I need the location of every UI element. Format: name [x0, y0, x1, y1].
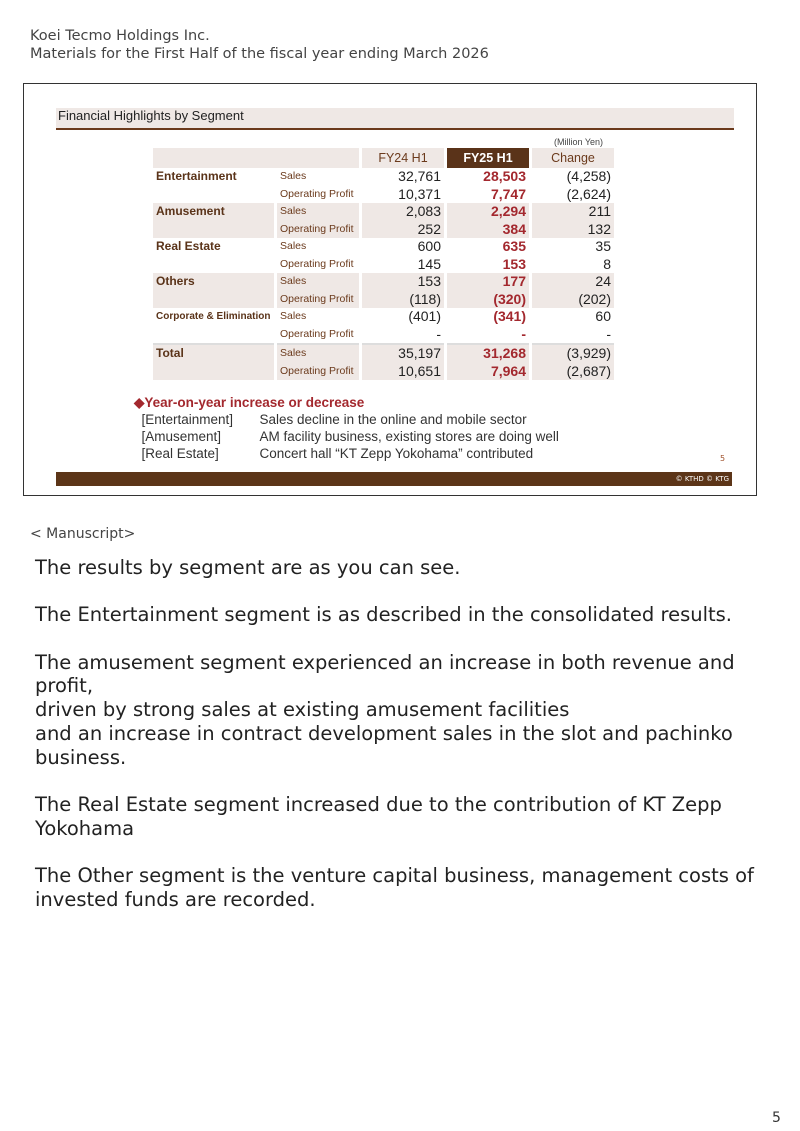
- fy24-value: 600: [417, 238, 441, 254]
- yoy-item: [134, 428, 559, 445]
- segment-name: Others: [153, 273, 274, 308]
- fy24-value: 10,651: [362, 363, 444, 381]
- manuscript-text: [35, 556, 755, 935]
- change-value: (2,687): [532, 363, 614, 381]
- metric-label: Sales: [277, 343, 359, 363]
- metric-label: Operating Profit: [277, 221, 359, 239]
- table-row: [153, 308, 614, 326]
- footer-bar: © KTHD © KTG: [56, 472, 732, 486]
- yoy-item: [134, 445, 559, 462]
- fy24-value: 32,761: [398, 168, 441, 184]
- change-value: 60: [595, 308, 611, 324]
- col-fy24: FY24 H1: [362, 148, 444, 168]
- fy24-value: -: [436, 325, 441, 342]
- yoy-key: [Real Estate]: [141, 446, 219, 461]
- metric-label: Sales: [280, 170, 307, 182]
- fy25-value: 2,294: [447, 203, 529, 221]
- yoy-text: AM facility business, existing stores are doing well: [259, 429, 559, 444]
- fy25-value: 635: [502, 238, 526, 254]
- fy25-value: 384: [447, 221, 529, 239]
- fy24-value: 2,083: [362, 203, 444, 221]
- document-subtitle: Materials for the First Half of the fiscal year ending March 2026: [30, 46, 489, 62]
- change-value: 211: [532, 203, 614, 221]
- fy24-value: (118): [362, 291, 444, 309]
- manuscript-label: < Manuscript>: [30, 526, 136, 542]
- yoy-title: ◆Year-on-year increase or decrease: [134, 395, 365, 410]
- fy25-value: 153: [502, 255, 526, 272]
- metric-label: Sales: [277, 273, 359, 291]
- col-change: Change: [532, 148, 614, 168]
- fy24-value: 145: [417, 255, 441, 272]
- manuscript-paragraph: The Real Estate segment increased due to the contribution of KT Zepp Yokohama: [35, 792, 722, 840]
- table-row: [153, 343, 614, 363]
- table-row: [153, 203, 614, 221]
- header-blank: [153, 148, 359, 168]
- fy25-value: 31,268: [447, 343, 529, 363]
- fy25-value: 177: [447, 273, 529, 291]
- metric-label: Sales: [280, 310, 307, 322]
- metric-label: Sales: [280, 240, 307, 252]
- segment-name: Amusement: [153, 203, 274, 238]
- change-value: -: [606, 325, 611, 342]
- segment-name: Real Estate: [156, 239, 221, 253]
- yoy-key: [Amusement]: [141, 429, 222, 444]
- change-value: 132: [532, 221, 614, 239]
- slide-page-number: 5: [720, 454, 726, 463]
- metric-label: Sales: [277, 203, 359, 221]
- manuscript-paragraph: The Entertainment segment is as described in the consolidated results.: [35, 603, 733, 627]
- metric-label: Operating Profit: [277, 291, 359, 309]
- fy24-value: 252: [362, 221, 444, 239]
- change-value: 8: [603, 255, 611, 272]
- company-name: Koei Tecmo Holdings Inc.: [30, 28, 210, 44]
- slide: [23, 83, 757, 496]
- unit-label: (Million Yen): [554, 137, 604, 147]
- page-number: 5: [772, 1110, 781, 1126]
- change-value: (202): [532, 291, 614, 309]
- slide-title: Financial Highlights by Segment: [56, 108, 734, 130]
- metric-label: Operating Profit: [280, 187, 354, 200]
- fy24-value: 153: [362, 273, 444, 291]
- metric-label: Operating Profit: [277, 363, 359, 381]
- fy24-value: 10,371: [398, 185, 441, 202]
- yoy-text: Concert hall “KT Zepp Yokohama” contributed: [259, 446, 534, 461]
- fy25-value: 28,503: [483, 168, 526, 184]
- fy25-value: 7,747: [490, 185, 526, 202]
- yoy-text: Sales decline in the online and mobile sector: [259, 412, 527, 427]
- segment-name: Corporate & Elimination: [156, 311, 271, 322]
- change-value: 35: [595, 238, 611, 254]
- segment-name: Entertainment: [156, 169, 237, 183]
- change-value: (4,258): [566, 168, 611, 184]
- manuscript-paragraph: The amusement segment experienced an increase in both revenue and profit, driven by strong sales at existing amusement facilities and an increase in contract development sales in the slot and pachinko business.: [35, 650, 735, 769]
- fy25-value: 7,964: [447, 363, 529, 381]
- fy24-value: (401): [408, 308, 441, 324]
- col-fy25: FY25 H1: [447, 148, 529, 168]
- table-row: [153, 273, 614, 291]
- fy25-value: -: [521, 325, 526, 342]
- segment-table: [150, 148, 617, 380]
- table-row: [153, 168, 614, 186]
- change-value: (2,624): [566, 185, 611, 202]
- metric-label: Operating Profit: [280, 327, 354, 340]
- fy24-value: 35,197: [362, 343, 444, 363]
- fy25-value: (341): [493, 308, 526, 324]
- manuscript-paragraph: The results by segment are as you can see.: [35, 556, 461, 579]
- yoy-item: [134, 411, 559, 428]
- diamond-icon: ◆: [134, 395, 145, 410]
- yoy-section: [134, 395, 559, 462]
- change-value: (3,929): [532, 343, 614, 363]
- yoy-key: [Entertainment]: [141, 412, 234, 427]
- table-row: [153, 238, 614, 256]
- change-value: 24: [532, 273, 614, 291]
- fy25-value: (320): [447, 291, 529, 309]
- segment-name: Total: [153, 343, 274, 380]
- manuscript-paragraph: The Other segment is the venture capital business, management costs of invested funds are recorded.: [35, 864, 754, 911]
- metric-label: Operating Profit: [280, 257, 354, 270]
